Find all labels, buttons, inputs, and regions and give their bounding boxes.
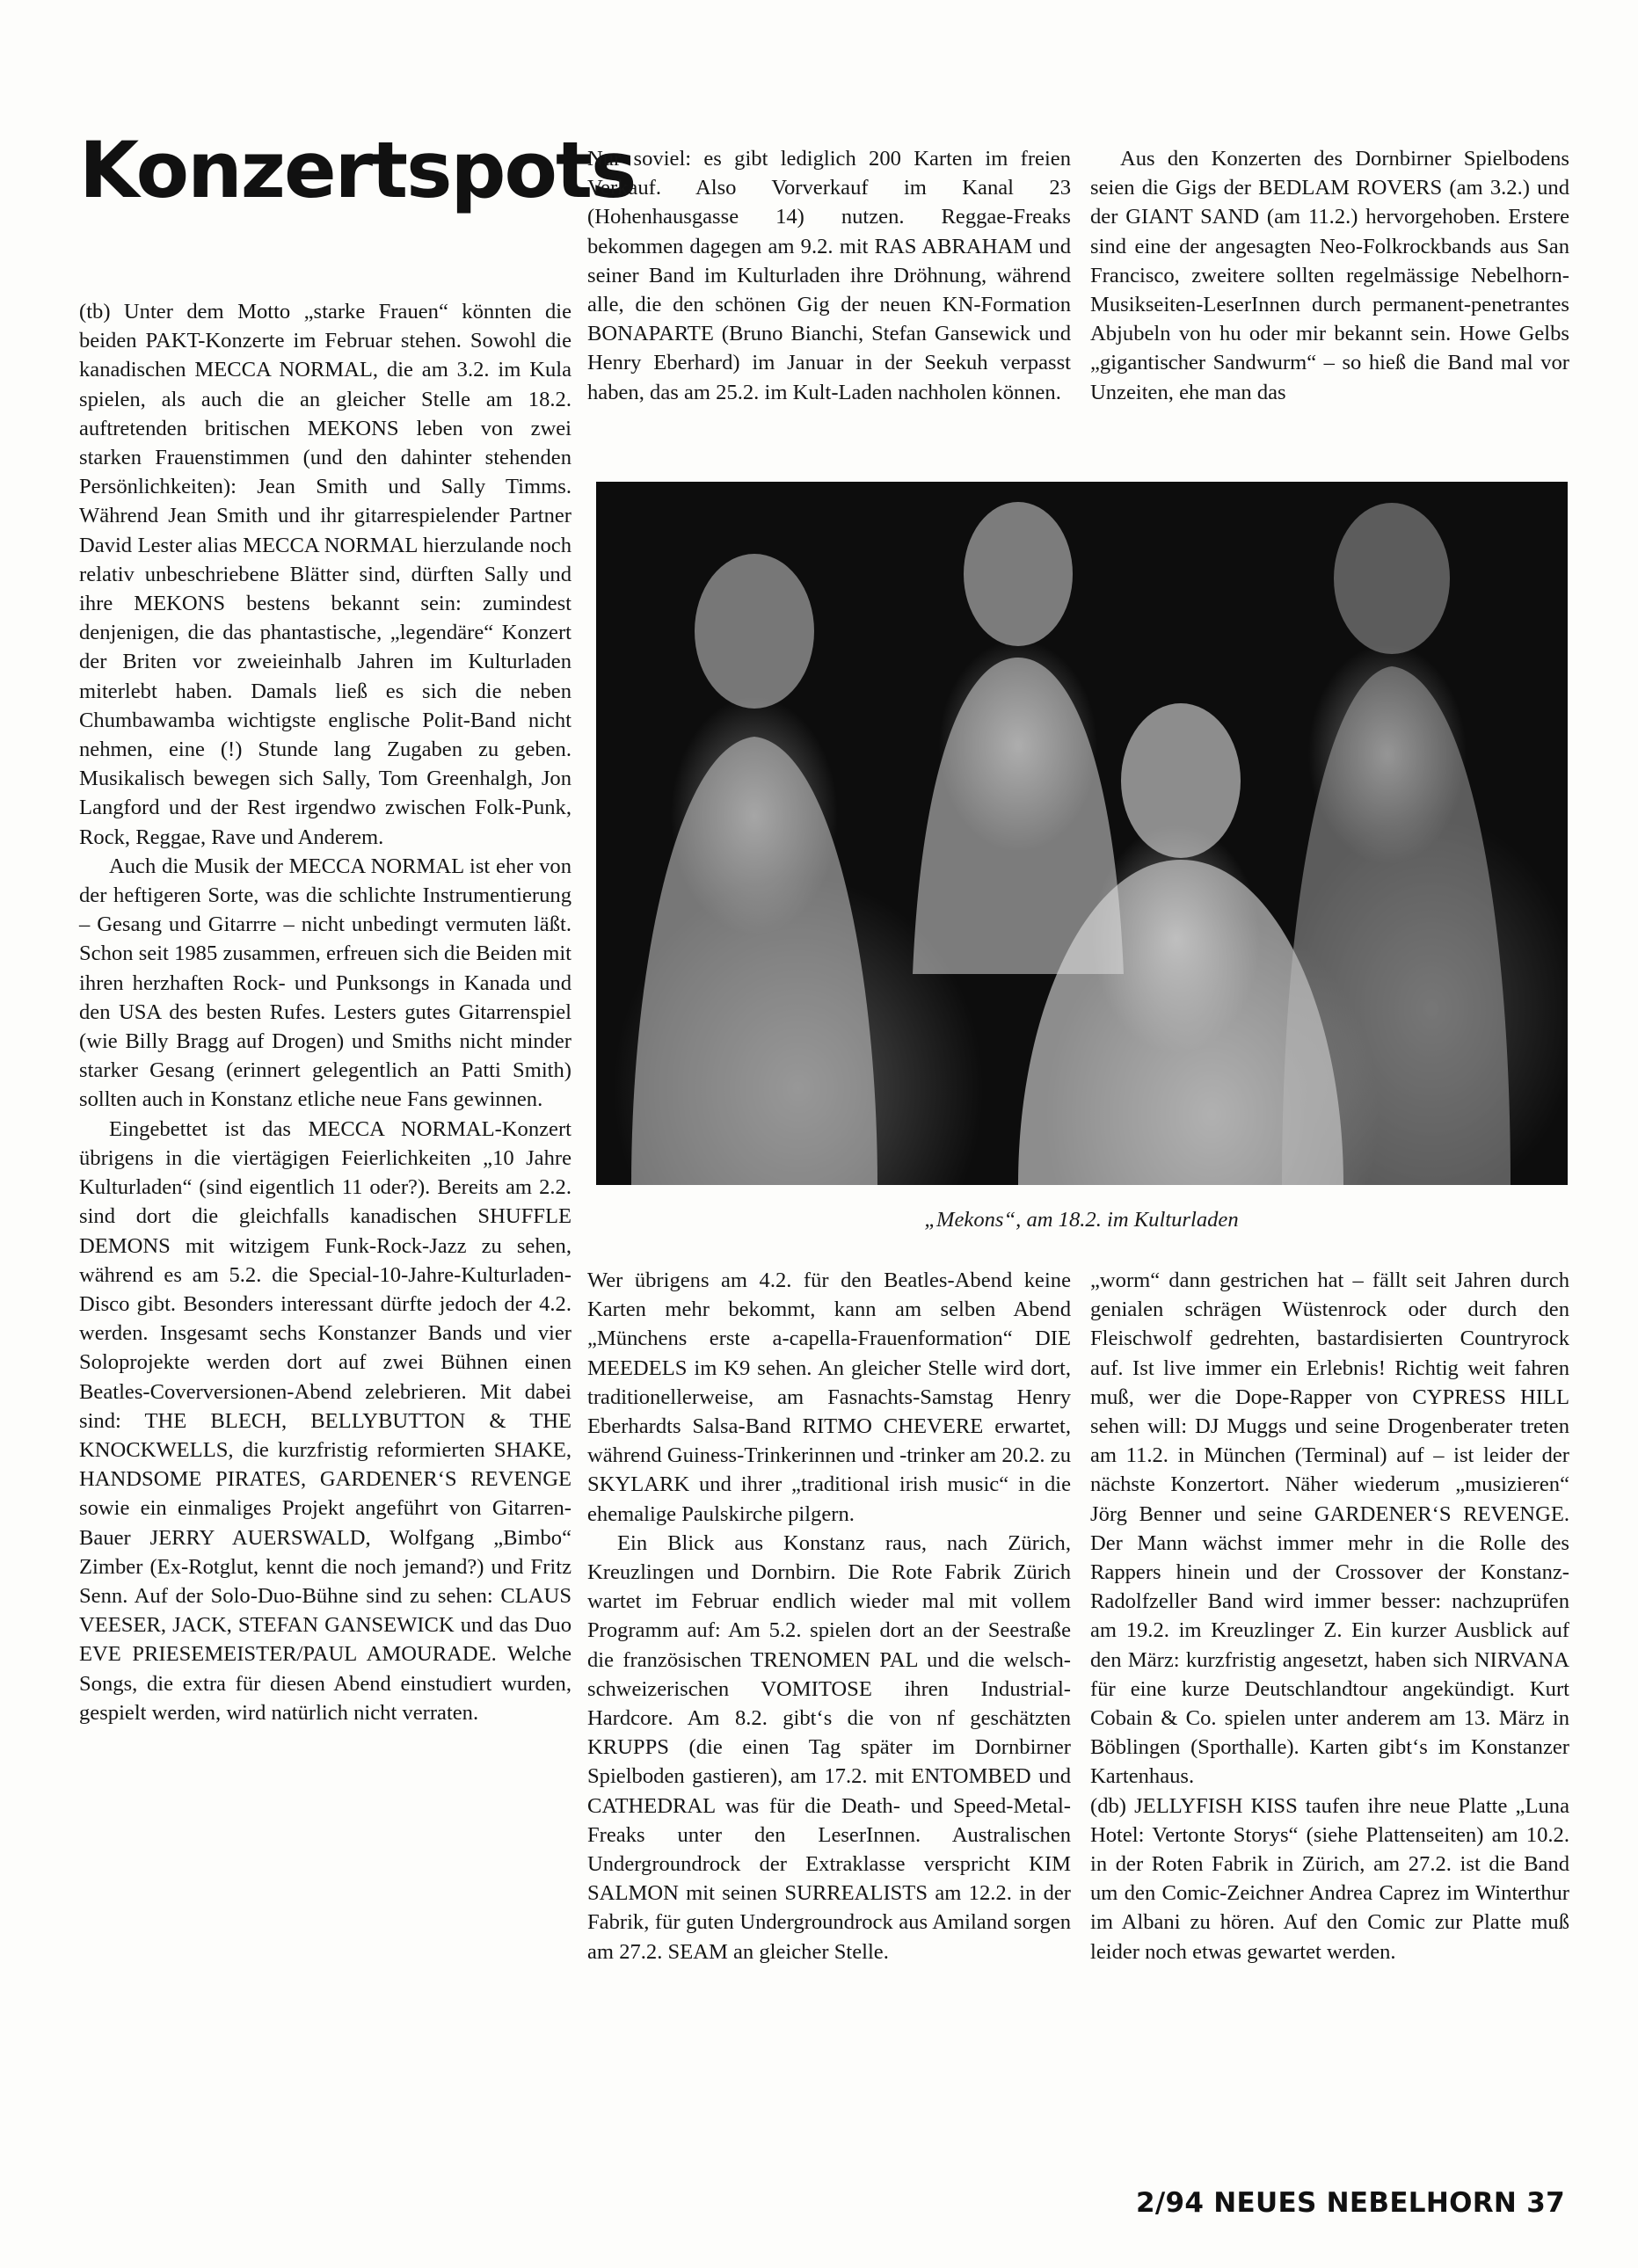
article-title: Konzertspots [79, 125, 636, 215]
paragraph: Aus den Konzerten des Dornbirner Spielbodens seien die Gigs der BEDLAM ROVERS (am 3.2.) und der GIANT SAND (am 11.2.) hervorgehoben. Erstere sind eine der angesagten Neo-Folkrockbands aus San Francisco, zweitere sollten regelmässige Nebelhorn-Musikseiten-LeserInnen durch permanent-penetrantes Abjubeln von hu oder mir bekannt sein. Howe Gelbs „gigantischer Sandwurm“ – so hieß die Band mal vor Unzeiten, ehe man das [1090, 147, 1569, 404]
band-photo [596, 482, 1568, 1185]
paragraph: (db) JELLYFISH KISS taufen ihre neue Platte „Luna Hotel: Vertonte Storys“ (siehe Plattenseiten) am 10.2. in der Roten Fabrik in Zürich, am 27.2. ist die Band um den Comic-Zeichner Andrea Caprez im Winterthur im Albani zu hören. Auf den Comic zur Platte muß leider noch etwas gewartet werden. [1090, 1793, 1569, 1964]
paragraph: Auch die Musik der MECCA NORMAL ist eher von der heftigeren Sorte, was die schlichte Instrumentierung – Gesang und Gitarrre – nicht unbedingt vermuten läßt. Schon seit 1985 zusammen, erfreuen sich die Beiden mit ihren herzhaften Rock- und Punksongs in Kanada und den USA des besten Rufes. Lesters gutes Gitarrenspiel (wie Billy Bragg auf Drogen) und Smiths nicht minder starker Gesang (erinnert gelegentlich an Patti Smith) sollten auch in Konstanz etliche neue Fans gewinnen. [79, 854, 571, 1112]
paragraph: Wer übrigens am 4.2. für den Beatles-Abend keine Karten mehr bekommt, kann am selben Abend „Münchens erste a-capella-Frauenformation“ DIE MEEDELS im K9 sehen. An gleicher Stelle wird dort, traditionellerweise, am Fasnachts-Samstag Henry Eberhardts Salsa-Band RITMO CHEVERE erwartet, während Guiness-Trinkerinnen und -trinker am 20.2. zu SKYLARK und ihrer „traditional irish music“ in die ehemalige Paulskirche pilgern. [587, 1268, 1071, 1526]
column-3-top [1090, 144, 1569, 461]
column-3-bottom [1090, 1266, 1569, 2127]
column-1 [79, 297, 571, 2117]
column-2-bottom [587, 1266, 1071, 2127]
paragraph: Eingebettet ist das MECCA NORMAL-Konzert übrigens in die viertägigen Feierlichkeiten „10 Jahre Kulturladen“ (sind eigentlich 11 oder?). Bereits am 2.2. sind dort die gleichfalls kanadischen SHUFFLE DEMONS mit witzigem Funk-Rock-Jazz zu sehen, während es am 5.2. die Special-10-Jahre-Kulturladen-Disco gibt. Besonders interessant dürfte jedoch der 4.2. werden. Insgesamt sechs Konstanzer Bands und vier Soloprojekte werden dort auf zwei Bühnen einen Beatles-Coverversionen-Abend zelebrieren. Mit dabei sind: THE BLECH, BELLYBUTTON & THE KNOCKWELLS, die kurzfristig reformierten SHAKE, HANDSOME PIRATES, GARDENER‘S REVENGE sowie ein einmaliges Projekt angeführt von Gitarren-Bauer JERRY AUERSWALD, Wolfgang „Bimbo“ Zimber (Ex-Rotglut, kennt die noch jemand?) und Fritz Senn. Auf der Solo-Duo-Bühne sind zu sehen: CLAUS VEESER, JACK, STEFAN GANSEWICK und das Duo EVE PRIESEMEISTER/PAUL AMOURADE. Welche Songs, die extra für diesen Abend einstudiert wurden, gespielt werden, wird natürlich nicht verraten. [79, 1116, 571, 1725]
band-photo-silhouettes [596, 482, 1568, 1185]
paragraph: Nur soviel: es gibt lediglich 200 Karten im freien Verkauf. Also Vorverkauf im Kanal 23 (Hohenhausgasse 14) nutzen. Reggae-Freaks bekommen dagegen am 9.2. mit RAS ABRAHAM und seiner Band im Kulturladen ihre Dröhnung, während alle, die den schönen Gig der neuen KN-Formation BONAPARTE (Bruno Bianchi, Stefan Gansewick und Henry Eberhard) im Januar in der Seekuh verpasst haben, das am 25.2. im Kult-Laden nachholen können. [587, 147, 1071, 404]
page-footer: 2/94 NEUES NEBELHORN 37 [1135, 2187, 1565, 2219]
paragraph: Ein Blick aus Konstanz raus, nach Zürich, Kreuzlingen und Dornbirn. Die Rote Fabrik Zürich wartet im Februar endlich wieder mal mit vollem Programm auf: Am 5.2. spielen dort an der Seestraße die französischen TRENOMEN PAL und die welsch-schweizerischen VOMITOSE ihren Industrial-Hardcore. Am 8.2. gibt‘s die von nf geschätzten KRUPPS (die einen Tag später im Dornbirner Spielboden gastieren), am 17.2. mit ENTOMBED und CATHEDRAL was für die Death- und Speed-Metal-Freaks unter den LeserInnen. Australischen Undergroundrock der Extraklasse verspricht KIM SALMON mit seinen SURREALISTS am 12.2. in der Fabrik, für guten Undergroundrock aus Amiland sorgen am 27.2. SEAM an gleicher Stelle. [587, 1530, 1071, 1964]
paragraph: „worm“ dann gestrichen hat – fällt seit Jahren durch genialen schrägen Wüstenrock oder durch den Fleischwolf gedrehten, bastardisierten Countryrock auf. Ist live immer ein Erlebnis! Richtig weit fahren muß, wer die Dope-Rapper von CYPRESS HILL sehen will: DJ Muggs und seine Drogenberater treten am 11.2. in München (Terminal) auf – ist leider der nächste Konzertort. Näher wiederum „musizieren“ Jörg Benner und seine GARDENER‘S REVENGE. Der Mann wächst immer mehr in die Rolle des Rappers hinein und der Crossover der Konstanz-Radolfzeller Band wird immer besser: nachzuprüfen am 19.2. im Kreuzlinger Z. Ein kurzer Ausblick auf den März: kurzfristig angesetzt, haben sich NIRVANA für eine kurze Deutschlandtour angekündigt. Kurt Cobain & Co. spielen unter anderem am 13. März in Böblingen (Sporthalle). Karten gibt‘s im Konstanzer Kartenhaus. [1090, 1268, 1569, 1789]
paragraph: (tb) Unter dem Motto „starke Frauen“ könnten die beiden PAKT-Konzerte im Februar stehen. Sowohl die kanadischen MECCA NORMAL, die am 3.2. im Kula spielen, als auch die an gleicher Stelle am 18.2. auftretenden britischen MEKONS leben von zwei starken Frauenstimmen (und den dahinter stehenden Persönlichkeiten): Jean Smith und Sally Timms. Während Jean Smith und ihr gitarrespielender Partner David Lester alias MECCA NORMAL hierzulande noch relativ unbeschriebene Blätter sind, dürften Sally und ihre MEKONS bestens bekannt sein: zumindest denjenigen, die das phantastische, „legendäre“ Konzert der Briten vor zweieinhalb Jahren im Kulturladen miterlebt haben. Damals ließ es sich die neben Chumbawamba wichtigste englische Polit-Band nicht nehmen, eine (!) Stunde lang Zugaben zu geben. Musikalisch bewegen sich Sally, Tom Greenhalgh, Jon Langford und der Rest irgendwo zwischen Folk-Punk, Rock, Reggae, Rave und Anderem. [79, 300, 571, 849]
column-2-top [587, 144, 1071, 461]
photo-caption: „Mekons“, am 18.2. im Kulturladen [924, 1208, 1239, 1232]
